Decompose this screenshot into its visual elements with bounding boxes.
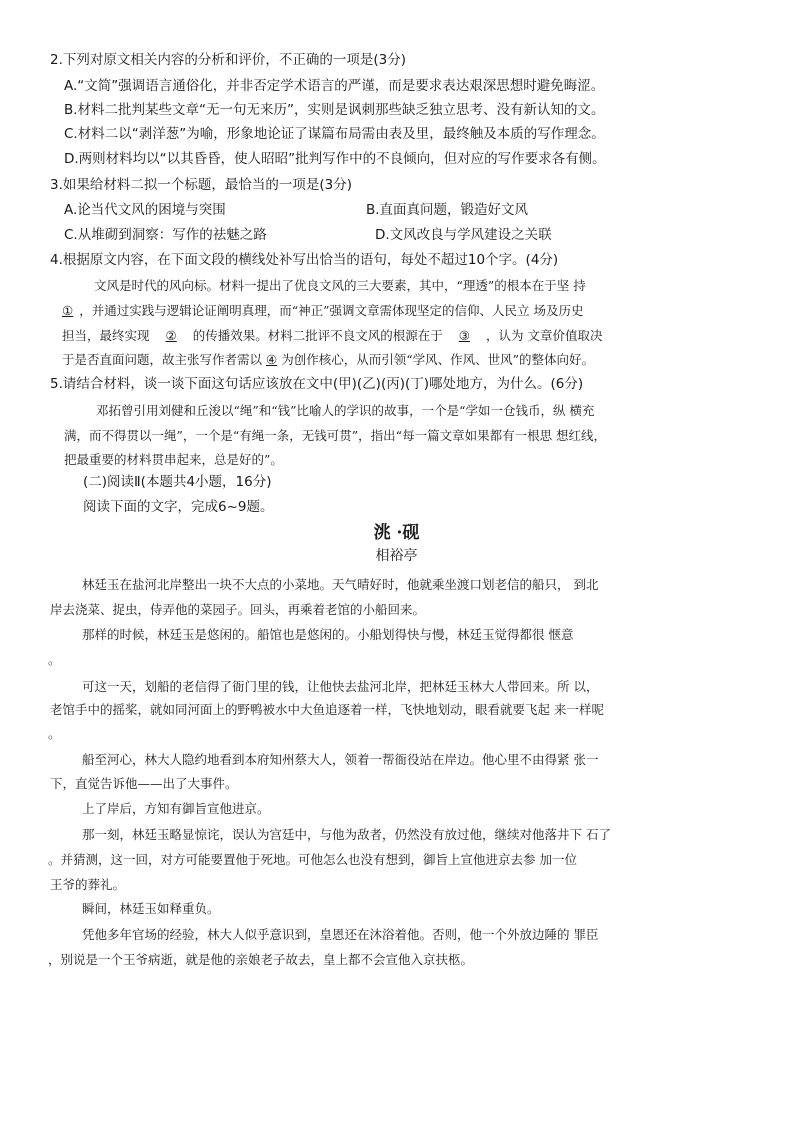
passage-text: ，认为 文章价值取决 xyxy=(485,328,603,343)
story-paragraph-5: 上了岸后，方知有御旨宣他进京。 xyxy=(82,801,270,816)
passage-text: 于是否直面问题，故主张写作者需以 xyxy=(62,352,263,367)
story-paragraph-4-line-2: 下，直觉告诉他——出了大事件。 xyxy=(50,776,238,791)
blank-4[interactable]: ④ xyxy=(266,352,278,367)
question-3-option-d: D.文风改良与学风建设之关联 xyxy=(375,227,552,243)
story-paragraph-6-line-3: 王爷的葬礼。 xyxy=(50,877,126,892)
question-2-stem: 2.下列对原文相关内容的分析和评价，不正确的一项是(3分) xyxy=(50,52,407,68)
story-paragraph-6-line-2: 。并猜测，这一回，对方可能要置他于死地。可他怎么也没有想到，御旨上宣他进京去参 加一位 xyxy=(48,852,577,867)
question-4-passage-line-4 xyxy=(62,351,594,369)
story-paragraph-1-line-1: 林廷玉在盐河北岸整出一块不大点的小菜地。天气晴好时，他就乘坐渡口划老信的船只， 到北 xyxy=(82,577,599,592)
passage-text: ，并通过实践与逻辑论证阐明真理，而“神正”强调文章需体现坚定的信仰、人民立 场及历史 xyxy=(79,303,584,318)
story-author: 相裕亭 xyxy=(375,548,418,564)
question-2-option-a: A.“文简”强调语言通俗化，并非否定学术语言的严谨，而是要求表达艰深思想时避免晦涩。 xyxy=(64,78,605,94)
question-2-option-b: B.材料二批判某些文章“无一句无来历”，实则是讽刺那些缺乏独立思考、没有新认知的文。 xyxy=(64,102,605,118)
question-4-passage-line-2 xyxy=(62,302,583,320)
question-5-passage-line-1: 邓拓曾引用刘健和丘浚以“绳”和“钱”比喻人的学识的故事，一个是“学如一仓钱币，纵 横充 xyxy=(96,403,595,418)
blank-2[interactable]: ② xyxy=(165,328,177,343)
question-2-option-d: D.两则材料均以“以其昏昏，使人昭昭”批判写作中的不良倾向，但对应的写作要求各有侧。 xyxy=(64,151,606,167)
story-paragraph-2-line-2: 。 xyxy=(48,652,61,667)
blank-3[interactable]: ③ xyxy=(458,328,470,343)
story-paragraph-7: 瞬间，林廷玉如释重负。 xyxy=(82,901,220,916)
question-3-option-a: A.论当代文风的困境与突围 xyxy=(64,202,226,218)
story-paragraph-8-line-2: ，别说是一个王爷病逝，就是他的亲娘老子故去，皇上都不会宣他入京扶柩。 xyxy=(48,952,474,967)
question-5-stem: 5.请结合材料，谈一谈下面这句话应该放在文中(甲)(乙)(丙)(丁)哪处地方，为什么。(6分) xyxy=(50,376,584,392)
question-3-option-b: B.直面真问题，锻造好文风 xyxy=(366,202,529,218)
blank-1[interactable]: ① xyxy=(62,303,74,318)
question-5-passage-line-3: 把最重要的材料贯串起来，总是好的”。 xyxy=(64,452,283,467)
story-title: 洮 ·砚 xyxy=(373,523,420,543)
story-paragraph-3-line-1: 可这一天，划船的老信得了衙门里的钱，让他快去盐河北岸，把林廷玉林大人带回来。所 以， xyxy=(82,679,599,694)
passage-text: 为创作核心，从而引领“学风、作风、世风”的整体向好。 xyxy=(281,352,595,367)
story-paragraph-3-line-3: 。 xyxy=(48,726,61,741)
question-4-passage-line-1: 文风是时代的风向标。材料一提出了优良文风的三大要素，其中，“理透”的根本在于坚 持 xyxy=(94,278,586,293)
story-paragraph-1-line-2: 岸去浇菜、捉虫，侍弄他的菜园子。回头，再乘着老馆的小船回来。 xyxy=(50,602,426,617)
question-2-option-c: C.材料二以“剥洋葱”为喻，形象地论证了谋篇布局需由表及里，最终触及本质的写作理念。 xyxy=(64,126,605,142)
story-paragraph-8-line-1: 凭他多年官场的经验，林大人似乎意识到，皇恩还在沐浴着他。否则，他一个外放边陲的 罪臣 xyxy=(82,927,599,942)
question-3-option-c: C.从堆砌到洞察：写作的祛魅之路 xyxy=(64,227,267,243)
passage-text: 担当，最终实现 xyxy=(62,328,150,343)
story-paragraph-4-line-1: 船至河心，林大人隐约地看到本府知州蔡大人，领着一帮衙役站在岸边。他心里不由得紧 张一 xyxy=(82,752,599,767)
section-instruction: 阅读下面的文字，完成6~9题。 xyxy=(83,499,274,515)
section-heading: (二)阅读Ⅱ(本题共4小题，16分) xyxy=(83,474,272,490)
passage-text: 的传播效果。材料二批评不良文风的根源在于 xyxy=(192,328,443,343)
story-paragraph-2-line-1: 那样的时候，林廷玉是悠闲的。船馆也是悠闲的。小船划得快与慢，林廷玉觉得都很 惬意 xyxy=(82,627,574,642)
story-paragraph-3-line-2: 老馆手中的摇桨，就如同河面上的野鸭被水中大鱼追逐着一样，飞快地划动，眼看就要飞起 来一样呢 xyxy=(50,702,604,717)
story-paragraph-6-line-1: 那一刻，林廷玉略显惊诧，误认为宫廷中，与他为敌者，仍然没有放过他，继续对他落井下 石了 xyxy=(82,827,611,842)
question-4-passage-line-3 xyxy=(62,327,602,345)
question-3-stem: 3.如果给材料二拟一个标题，最恰当的一项是(3分) xyxy=(50,177,353,193)
question-4-stem: 4.根据原文内容，在下面文段的横线处补写出恰当的语句，每处不超过10个字。(4分) xyxy=(50,252,559,268)
question-5-passage-line-2: 满，而不得贯以一绳”，一个是“有绳一条，无钱可贯”，指出“每一篇文章如果都有一根思 想红线， xyxy=(64,428,607,443)
